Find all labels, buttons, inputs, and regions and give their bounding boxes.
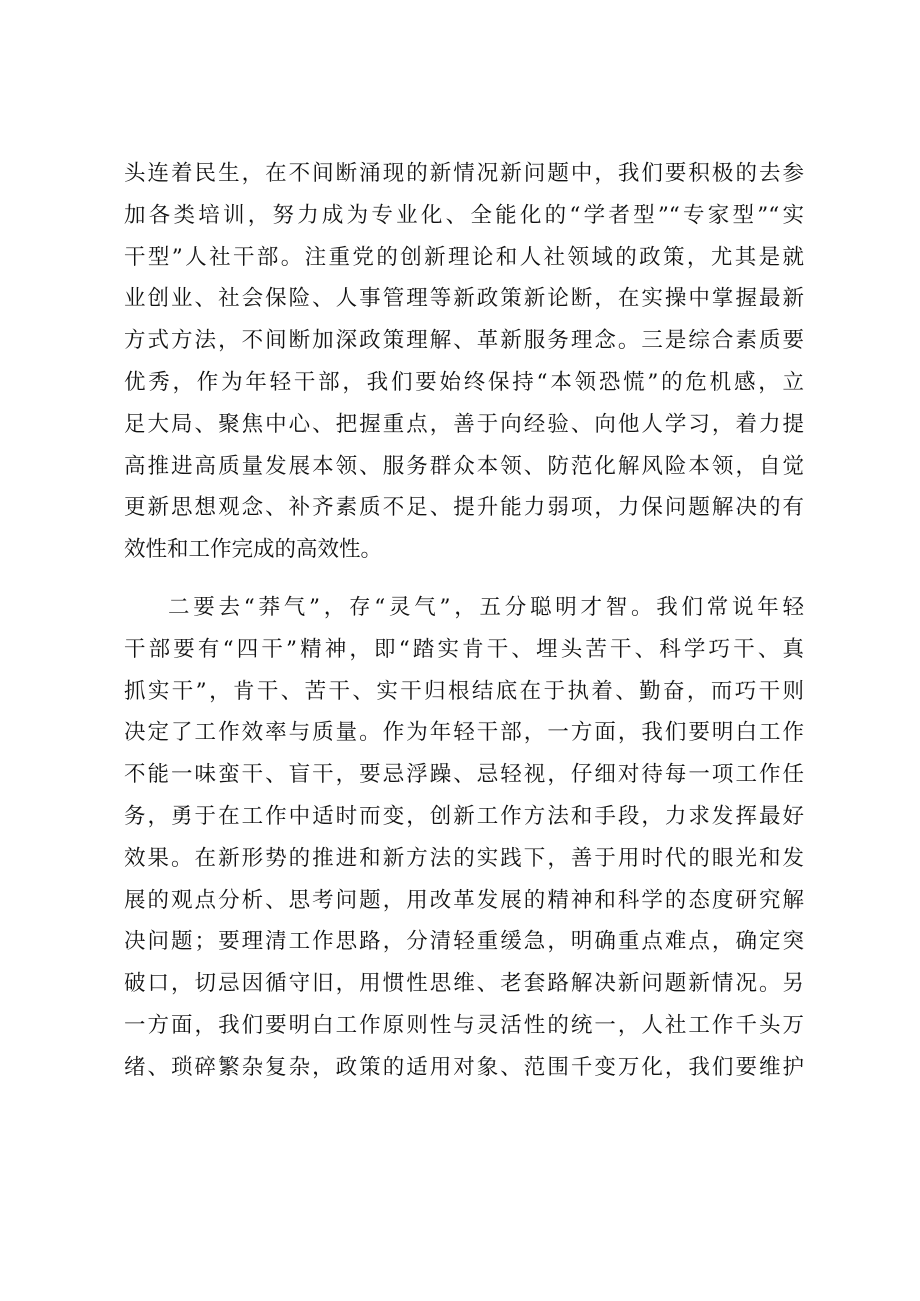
paragraph-line: 加各类培训，努力成为专业化、全能化的“学者型”“专家型”“实 bbox=[124, 202, 804, 228]
paragraph-line: 决问题；要理清工作思路，分清轻重缓急，明确重点难点，确定突 bbox=[124, 929, 804, 955]
paragraph-line: 足大局、聚焦中心、把握重点，善于向经验、向他人学习，着力提 bbox=[124, 411, 804, 437]
paragraph-line: 不能一味蛮干、盲干，要忌浮躁、忌轻视，仔细对待每一项工作任 bbox=[124, 762, 804, 788]
paragraph-2 bbox=[124, 587, 804, 1089]
paragraph-line: 绪、琐碎繁杂复杂，政策的适用对象、范围千变万化，我们要维护 bbox=[124, 1054, 804, 1080]
paragraph-spacer bbox=[124, 571, 804, 587]
paragraph-line: 方式方法，不间断加深政策理解、革新服务理念。三是综合素质要 bbox=[124, 328, 804, 354]
paragraph-line: 效性和工作完成的高效性。 bbox=[124, 537, 383, 563]
paragraph-line: 效果。在新形势的推进和新方法的实践下，善于用时代的眼光和发 bbox=[124, 845, 804, 871]
paragraph-line: 高推进高质量发展本领、服务群众本领、防范化解风险本领，自觉 bbox=[124, 453, 804, 479]
paragraph-line: 一方面，我们要明白工作原则性与灵活性的统一，人社工作千头万 bbox=[124, 1012, 804, 1038]
paragraph-line: 优秀，作为年轻干部，我们要始终保持“本领恐慌”的危机感，立 bbox=[124, 369, 804, 395]
paragraph-line: 展的观点分析、思考问题，用改革发展的精神和科学的态度研究解 bbox=[124, 887, 804, 913]
paragraph-line: 更新思想观念、补齐素质不足、提升能力弱项，力保问题解决的有 bbox=[124, 495, 804, 521]
document-body bbox=[124, 153, 804, 1089]
paragraph-line: 头连着民生，在不间断涌现的新情况新问题中，我们要积极的去参 bbox=[124, 161, 804, 186]
paragraph-line: 决定了工作效率与质量。作为年轻干部，一方面，我们要明白工作 bbox=[124, 720, 804, 746]
paragraph-1 bbox=[124, 153, 804, 571]
paragraph-line: 破口，切忌因循守旧，用惯性思维、老套路解决新问题新情况。另 bbox=[124, 971, 804, 997]
paragraph-line: 干型”人社干部。注重党的创新理论和人社领域的政策，尤其是就 bbox=[124, 244, 804, 270]
paragraph-line: 业创业、社会保险、人事管理等新政策新论断，在实操中掌握最新 bbox=[124, 286, 804, 312]
paragraph-line: 干部要有“四干”精神，即“踏实肯干、埋头苦干、科学巧干、真 bbox=[124, 636, 804, 662]
paragraph-line: 二要去“莽气”，存“灵气”，五分聪明才智。我们常说年轻 bbox=[168, 594, 804, 620]
paragraph-line: 务，勇于在工作中适时而变，创新工作方法和手段，力求发挥最好 bbox=[124, 803, 804, 829]
paragraph-line: 抓实干”，肯干、苦干、实干归根结底在于执着、勤奋，而巧干则 bbox=[124, 678, 804, 704]
